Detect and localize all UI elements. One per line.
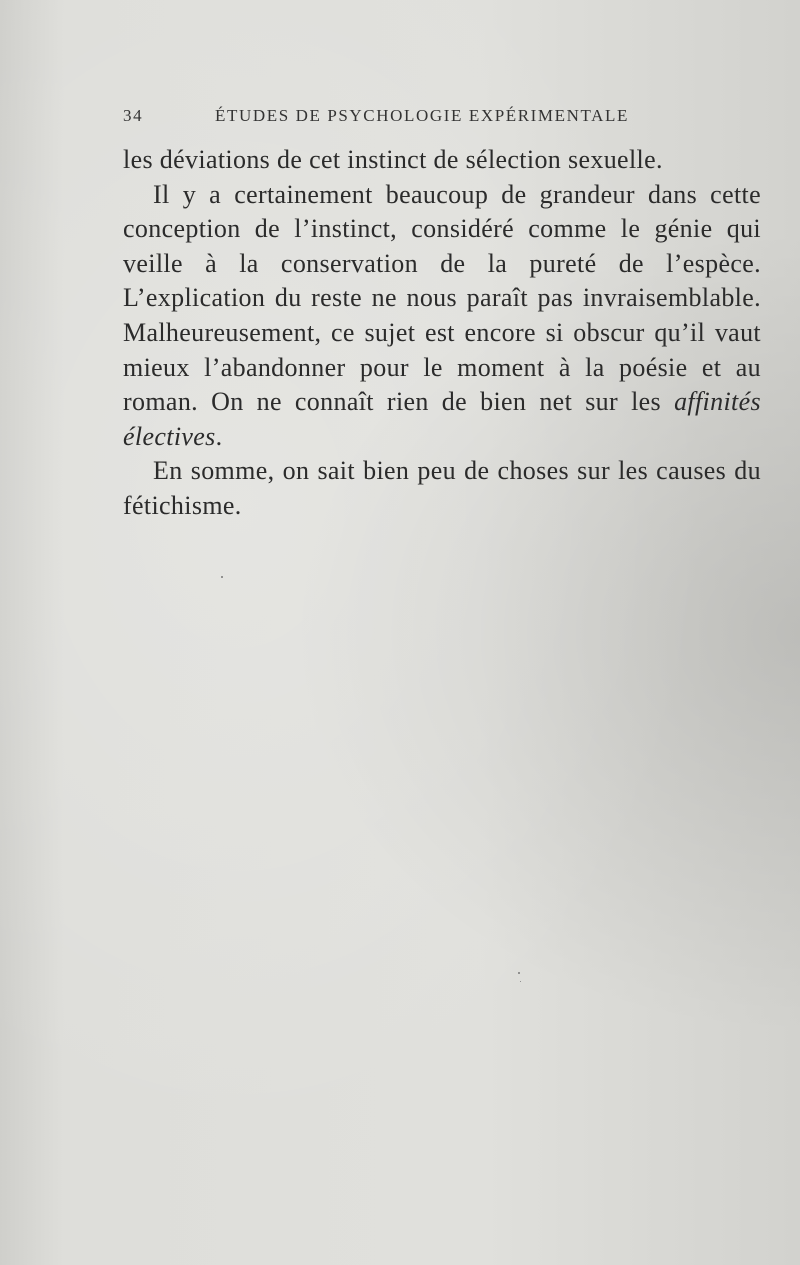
paragraph-instinct bbox=[123, 178, 761, 455]
paper-speck bbox=[520, 981, 521, 982]
paragraph-conclusion bbox=[123, 454, 761, 523]
paragraph-1-text: les déviations de cet instinct de sélection sexuelle. bbox=[123, 145, 663, 174]
paragraph-continued bbox=[123, 143, 761, 178]
italic-phrase: affinités électives bbox=[123, 387, 761, 451]
body-text bbox=[123, 143, 761, 524]
paragraph-3-text: En somme, on sait bien peu de choses sur les causes du fétichisme. bbox=[123, 456, 761, 520]
running-title: ÉTUDES DE PSYCHOLOGIE EXPÉRIMENTALE bbox=[215, 106, 629, 125]
running-head bbox=[123, 104, 763, 134]
paper-speck bbox=[518, 972, 520, 974]
page-number: 34 bbox=[123, 106, 144, 125]
paragraph-2-text: Il y a certainement beaucoup de grandeur dans cette conception de l’instinct, considéré comme le génie qui veille à la conservation de la pureté de l’espèce. L’explication du reste ne nous paraît pas invraisemblable. Malheureusement, ce sujet est encore si obscur qu’il vaut mieux l’abandonner pour le moment à la poésie et au roman. On ne connaît rien de bien net sur les bbox=[123, 179, 761, 417]
paragraph-2-end: . bbox=[215, 421, 223, 451]
paper-speck bbox=[221, 576, 223, 578]
